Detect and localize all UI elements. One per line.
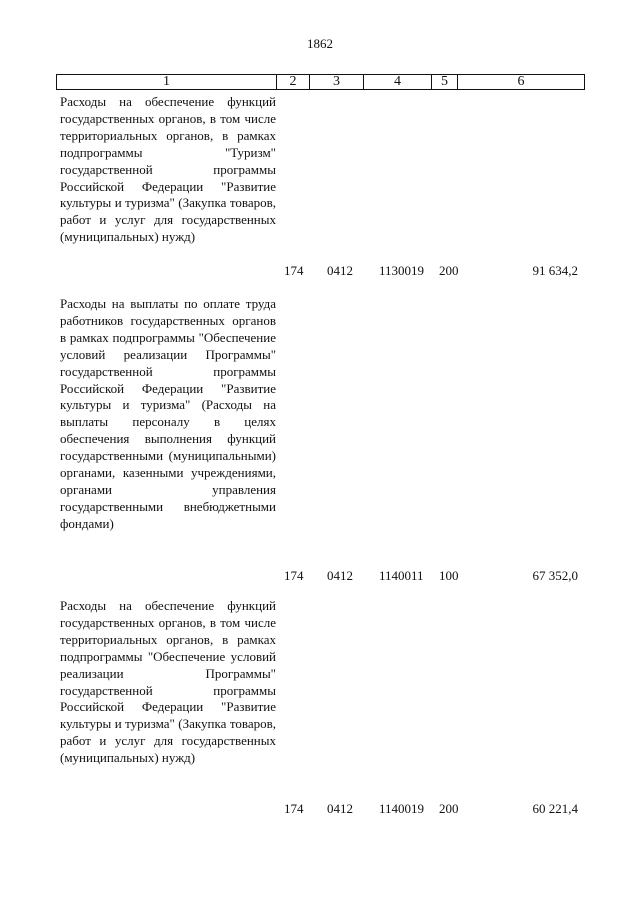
row-code: 174 xyxy=(284,568,304,583)
row-article: 1130019 xyxy=(379,263,425,278)
row-amount: 60 221,4 xyxy=(532,801,578,816)
row-expense-type: 200 xyxy=(439,263,459,278)
table-header-row xyxy=(56,74,585,90)
header-col-5: 5 xyxy=(432,75,458,89)
header-col-2: 2 xyxy=(277,75,310,89)
row-section: 0412 xyxy=(327,263,353,278)
row-amount: 91 634,2 xyxy=(532,263,578,278)
row-expense-type: 200 xyxy=(439,801,459,816)
row-description: Расходы на выплаты по оплате труда работников государственных органов в рамках подпрограммы "Обеспечение условий реализации Программы" государственной программы Российской Федерации "Развитие культуры и туризма" (Расходы на выплаты персоналу в целях обеспечения выполнения функций государственными (муниципальными) органами, казенными учреждениями, органами управления государственными внебюджетными фондами) xyxy=(60,296,276,531)
row-description: Расходы на обеспечение функций государственных органов, в том числе территориальных органов, в рамках подпрограммы "Обеспечение условий реализации Программы" государственной программы Российской Федерации "Развитие культуры и туризма" (Закупка товаров, работ и услуг для государственных (муниципальных) нужд) xyxy=(60,598,276,766)
row-section: 0412 xyxy=(327,568,353,583)
row-expense-type: 100 xyxy=(439,568,459,583)
row-code: 174 xyxy=(284,801,304,816)
row-article: 1140019 xyxy=(379,801,425,816)
row-description: Расходы на обеспечение функций государственных органов, в том числе территориальных органов, в рамках подпрограммы "Туризм" государственной программы Российской Федерации "Развитие культуры и туризма" (Закупка товаров, работ и услуг для государственных (муниципальных) нужд) xyxy=(60,94,276,245)
header-col-3: 3 xyxy=(310,75,364,89)
row-code: 174 xyxy=(284,263,304,278)
header-col-6: 6 xyxy=(517,74,525,89)
row-amount: 67 352,0 xyxy=(532,568,578,583)
row-article: 1140011 xyxy=(379,568,424,583)
page-number: 1862 xyxy=(307,36,333,51)
row-section: 0412 xyxy=(327,801,353,816)
header-col-1: 1 xyxy=(57,75,277,89)
header-col-4: 4 xyxy=(364,75,432,89)
